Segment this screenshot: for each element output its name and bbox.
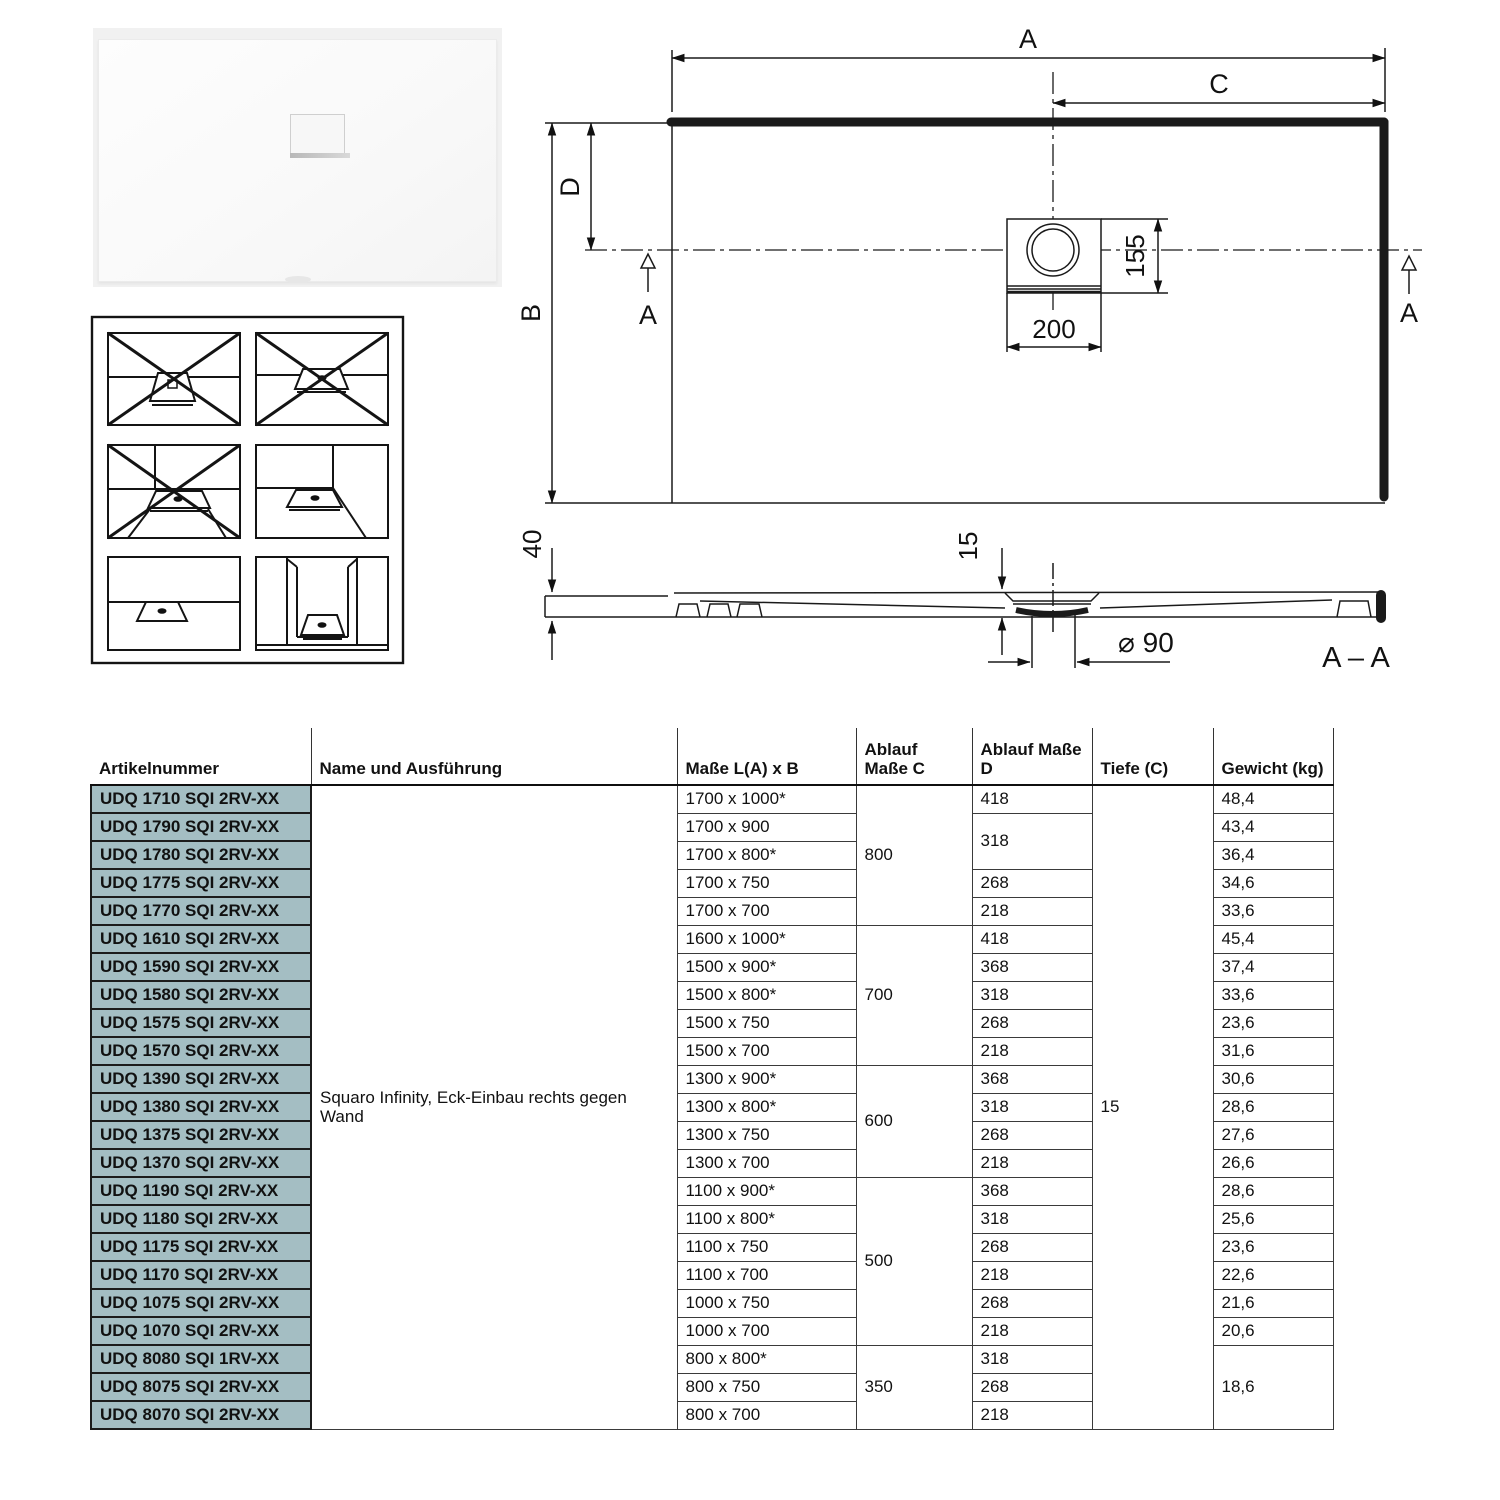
drain-dim-d-cell: 268	[972, 869, 1092, 897]
cut-label-right: A	[1399, 298, 1419, 328]
article-number-cell: UDQ 1180 SQI 2RV-XX	[91, 1205, 311, 1233]
weight-cell: 28,6	[1213, 1093, 1333, 1121]
article-number-cell: UDQ 1380 SQI 2RV-XX	[91, 1093, 311, 1121]
weight-cell: 22,6	[1213, 1261, 1333, 1289]
dim-label-b: B	[516, 303, 546, 323]
drain-dim-d-cell: 318	[972, 1345, 1092, 1373]
size-cell: 1700 x 900	[677, 813, 856, 841]
cut-label-left: A	[638, 300, 658, 330]
name-cell: Squaro Infinity, Eck-Einbau rechts gegen Wand	[311, 785, 677, 1429]
article-number-cell: UDQ 1390 SQI 2RV-XX	[91, 1065, 311, 1093]
article-number-cell: UDQ 1370 SQI 2RV-XX	[91, 1149, 311, 1177]
article-number-cell: UDQ 1190 SQI 2RV-XX	[91, 1177, 311, 1205]
drain-dim-d-cell: 268	[972, 1233, 1092, 1261]
weight-cell: 45,4	[1213, 925, 1333, 953]
table-header-row	[91, 728, 1333, 785]
drain-dim-d-cell: 268	[972, 1009, 1092, 1037]
dim-label-15: 15	[953, 531, 983, 561]
weight-cell: 28,6	[1213, 1177, 1333, 1205]
weight-cell: 31,6	[1213, 1037, 1333, 1065]
article-number-cell: UDQ 8070 SQI 2RV-XX	[91, 1401, 311, 1429]
article-number-cell: UDQ 8080 SQI 1RV-XX	[91, 1345, 311, 1373]
weight-cell: 20,6	[1213, 1317, 1333, 1345]
article-number-cell: UDQ 1580 SQI 2RV-XX	[91, 981, 311, 1009]
weight-cell: 25,6	[1213, 1205, 1333, 1233]
drain-dim-d-cell: 268	[972, 1121, 1092, 1149]
size-cell: 1100 x 700	[677, 1261, 856, 1289]
size-cell: 1100 x 800*	[677, 1205, 856, 1233]
size-cell: 1300 x 800*	[677, 1093, 856, 1121]
size-cell: 1500 x 700	[677, 1037, 856, 1065]
article-number-cell: UDQ 1770 SQI 2RV-XX	[91, 897, 311, 925]
article-number-cell: UDQ 1710 SQI 2RV-XX	[91, 785, 311, 813]
size-cell: 1300 x 750	[677, 1121, 856, 1149]
drain-dim-d-cell: 218	[972, 897, 1092, 925]
drain-dim-d-cell: 318	[972, 813, 1092, 869]
drain-dim-d-cell: 368	[972, 953, 1092, 981]
size-cell: 1700 x 750	[677, 869, 856, 897]
foot	[737, 604, 762, 617]
drain-dim-d-cell: 368	[972, 1177, 1092, 1205]
article-number-cell: UDQ 1775 SQI 2RV-XX	[91, 869, 311, 897]
header-tiefe: Tiefe (C)	[1092, 728, 1213, 785]
size-cell: 1700 x 800*	[677, 841, 856, 869]
drain-dim-d-cell: 368	[972, 1065, 1092, 1093]
article-number-cell: UDQ 1570 SQI 2RV-XX	[91, 1037, 311, 1065]
weight-cell: 48,4	[1213, 785, 1333, 813]
weight-cell: 26,6	[1213, 1149, 1333, 1177]
article-number-cell: UDQ 1610 SQI 2RV-XX	[91, 925, 311, 953]
header-name: Name und Ausführung	[311, 728, 677, 785]
drain-dim-d-cell: 268	[972, 1373, 1092, 1401]
weight-cell: 30,6	[1213, 1065, 1333, 1093]
drain-dim-d-cell: 318	[972, 981, 1092, 1009]
size-cell: 1700 x 700	[677, 897, 856, 925]
weight-cell: 33,6	[1213, 897, 1333, 925]
size-cell: 800 x 750	[677, 1373, 856, 1401]
foot	[1337, 601, 1371, 617]
wall-edges	[671, 122, 1384, 497]
weight-cell: 33,6	[1213, 981, 1333, 1009]
weight-cell: 37,4	[1213, 953, 1333, 981]
size-cell: 1000 x 750	[677, 1289, 856, 1317]
drain-dim-d-cell: 218	[972, 1317, 1092, 1345]
weight-cell: 21,6	[1213, 1289, 1333, 1317]
spec-table-body	[91, 785, 1333, 1429]
weight-cell: 23,6	[1213, 1009, 1333, 1037]
drain-dim-d-cell: 318	[972, 1205, 1092, 1233]
section-title: A – A	[1322, 642, 1390, 674]
drain-dim-c-cell: 350	[856, 1345, 972, 1429]
weight-cell: 18,6	[1213, 1345, 1333, 1429]
section-view	[545, 548, 1381, 668]
header-gewicht: Gewicht (kg)	[1213, 728, 1333, 785]
article-number-cell: UDQ 1375 SQI 2RV-XX	[91, 1121, 311, 1149]
drain-dim-d-cell: 218	[972, 1037, 1092, 1065]
size-cell: 1500 x 750	[677, 1009, 856, 1037]
centerlines	[585, 72, 1422, 310]
drain-dim-c-cell: 700	[856, 925, 972, 1065]
article-number-cell: UDQ 1075 SQI 2RV-XX	[91, 1289, 311, 1317]
weight-cell: 43,4	[1213, 813, 1333, 841]
section-cut-arrow-right	[1402, 256, 1416, 294]
depth-cell: 15	[1092, 785, 1213, 1429]
size-cell: 1600 x 1000*	[677, 925, 856, 953]
size-cell: 800 x 700	[677, 1401, 856, 1429]
section-drain-recess	[1005, 593, 1099, 614]
foot	[707, 604, 731, 617]
drain-dim-d-cell: 218	[972, 1401, 1092, 1429]
size-cell: 800 x 800*	[677, 1345, 856, 1373]
article-number-cell: UDQ 1575 SQI 2RV-XX	[91, 1009, 311, 1037]
drain-dim-d-cell: 218	[972, 1261, 1092, 1289]
spec-table-section	[90, 728, 1334, 1430]
size-cell: 1500 x 800*	[677, 981, 856, 1009]
size-cell: 1000 x 700	[677, 1317, 856, 1345]
drain-dim-c-cell: 800	[856, 785, 972, 925]
article-number-cell: UDQ 8075 SQI 2RV-XX	[91, 1373, 311, 1401]
article-number-cell: UDQ 1175 SQI 2RV-XX	[91, 1233, 311, 1261]
drain-dim-d-cell: 318	[972, 1093, 1092, 1121]
section-cut-arrow-left	[641, 254, 655, 292]
table-row	[91, 785, 1333, 813]
dim-label-155: 155	[1120, 234, 1150, 278]
drain-dim-d-cell: 268	[972, 1289, 1092, 1317]
weight-cell: 36,4	[1213, 841, 1333, 869]
weight-cell: 27,6	[1213, 1121, 1333, 1149]
dim-label-40: 40	[517, 529, 547, 559]
header-artikelnummer: Artikelnummer	[91, 728, 311, 785]
dim-label-a: A	[1018, 24, 1038, 54]
header-ablauf-d: Ablauf Maße D	[972, 728, 1092, 785]
header-masse: Maße L(A) x B	[677, 728, 856, 785]
article-number-cell: UDQ 1170 SQI 2RV-XX	[91, 1261, 311, 1289]
size-cell: 1300 x 900*	[677, 1065, 856, 1093]
drain-dim-c-cell: 600	[856, 1065, 972, 1177]
size-cell: 1100 x 900*	[677, 1177, 856, 1205]
article-number-cell: UDQ 1070 SQI 2RV-XX	[91, 1317, 311, 1345]
article-number-cell: UDQ 1780 SQI 2RV-XX	[91, 841, 311, 869]
spec-table	[90, 728, 1334, 1430]
drain-dim-d-cell: 418	[972, 925, 1092, 953]
drain-dim-c-cell: 500	[856, 1177, 972, 1345]
size-cell: 1700 x 1000*	[677, 785, 856, 813]
size-cell: 1500 x 900*	[677, 953, 856, 981]
foot	[676, 604, 700, 617]
article-number-cell: UDQ 1590 SQI 2RV-XX	[91, 953, 311, 981]
size-cell: 1300 x 700	[677, 1149, 856, 1177]
plan-view	[545, 48, 1422, 503]
header-ablauf-c: Ablauf Maße C	[856, 728, 972, 785]
drain-dim-d-cell: 218	[972, 1149, 1092, 1177]
drain-dim-d-cell: 418	[972, 785, 1092, 813]
dim-label-c: C	[1209, 69, 1229, 99]
weight-cell: 34,6	[1213, 869, 1333, 897]
article-number-cell: UDQ 1790 SQI 2RV-XX	[91, 813, 311, 841]
size-cell: 1100 x 750	[677, 1233, 856, 1261]
dim-label-drain-diameter: ⌀ 90	[1118, 627, 1174, 658]
technical-drawing	[0, 0, 1500, 720]
dim-label-200: 200	[1032, 314, 1076, 344]
weight-cell: 23,6	[1213, 1233, 1333, 1261]
dim-label-d: D	[555, 177, 585, 197]
